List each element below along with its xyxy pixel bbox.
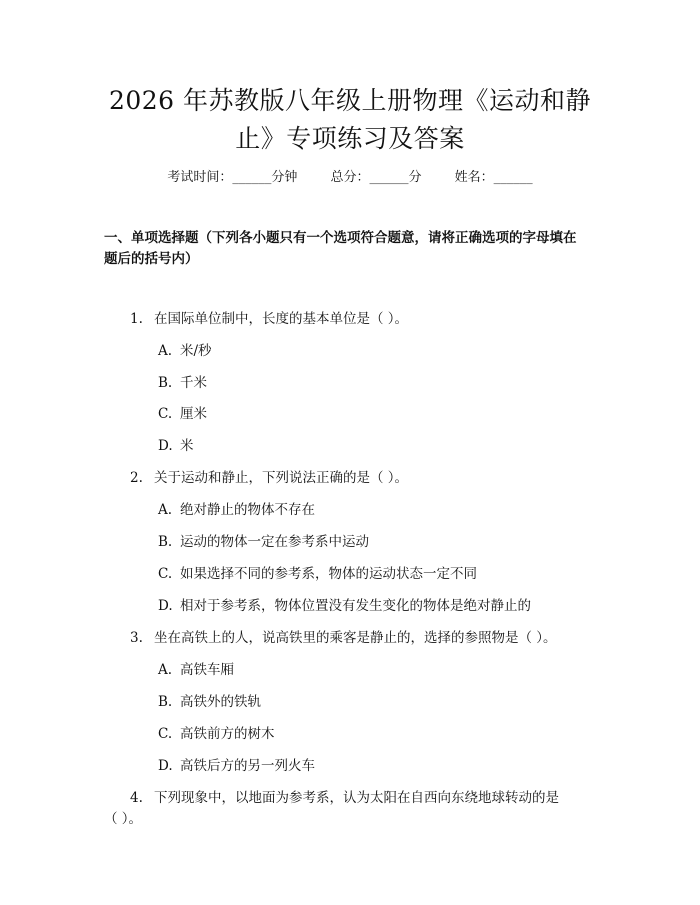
score-blank: ______ [369, 170, 409, 185]
exam-time-unit: 分钟 [271, 170, 298, 185]
score-unit: 分 [408, 170, 422, 185]
page-title [95, 82, 605, 158]
question-number: 4. [130, 790, 143, 806]
option-letter: C. [158, 726, 173, 742]
option-letter: D. [158, 438, 173, 454]
option-text: 高铁外的铁轨 [180, 694, 261, 710]
exam-time-blank: ______ [232, 170, 272, 185]
question-text: 坐在高铁上的人，说高铁里的乘客是静止的，选择的参照物是（ ）。 [154, 630, 557, 646]
title-line-1: 2026 年苏教版八年级上册物理《运动和静 [108, 86, 592, 115]
option-letter: D. [158, 598, 173, 614]
question-1-option-a [158, 341, 212, 362]
question-2-option-c [158, 564, 477, 585]
question-3-option-b [158, 692, 261, 713]
question-1-option-b [158, 373, 207, 394]
question-2 [104, 468, 596, 489]
question-number: 2. [130, 470, 143, 486]
option-letter: D. [158, 758, 173, 774]
section-title-line-1: 一、单项选择题（下列各小题只有一个选项符合题意，请将正确选项的字母填在 [104, 230, 577, 246]
question-text-line-2: （ ）。 [104, 811, 143, 827]
option-text: 米/秒 [180, 343, 212, 359]
option-text: 高铁车厢 [180, 662, 234, 678]
question-text: 在国际单位制中，长度的基本单位是（ ）。 [154, 311, 409, 327]
option-text: 相对于参考系，物体位置没有发生变化的物体是绝对静止的 [180, 598, 531, 614]
exam-meta [0, 168, 700, 188]
name-label: 姓名： [454, 170, 494, 185]
option-letter: B. [158, 694, 173, 710]
option-text: 厘米 [180, 406, 207, 422]
score-label: 总分： [330, 170, 370, 185]
question-3-option-c [158, 724, 275, 745]
exam-time-label: 考试时间： [167, 170, 233, 185]
question-2-option-a [158, 500, 315, 521]
option-text: 高铁后方的另一列火车 [180, 758, 315, 774]
section-heading [104, 228, 599, 270]
question-text: 关于运动和静止，下列说法正确的是（ ）。 [154, 470, 409, 486]
question-2-option-d [158, 596, 531, 617]
option-letter: B. [158, 534, 173, 550]
question-2-option-b [158, 532, 369, 553]
question-3 [104, 628, 596, 649]
question-number: 3. [130, 630, 143, 646]
question-1-option-c [158, 404, 207, 425]
question-text-line-1: 下列现象中，以地面为参考系，认为太阳在自西向东绕地球转动的是 [154, 790, 559, 806]
question-3-option-a [158, 660, 234, 681]
question-1-option-d [158, 436, 194, 457]
option-text: 运动的物体一定在参考系中运动 [180, 534, 369, 550]
question-4 [104, 788, 596, 830]
option-text: 千米 [180, 375, 207, 391]
name-blank: ______ [493, 170, 533, 185]
option-text: 绝对静止的物体不存在 [180, 502, 315, 518]
option-text: 如果选择不同的参考系，物体的运动状态一定不同 [180, 566, 477, 582]
option-letter: B. [158, 375, 173, 391]
option-letter: A. [158, 343, 173, 359]
section-title-line-2: 题后的括号内） [104, 251, 199, 267]
option-letter: A. [158, 502, 173, 518]
option-letter: C. [158, 566, 173, 582]
option-text: 高铁前方的树木 [180, 726, 275, 742]
title-line-2: 止》专项练习及答案 [235, 124, 465, 153]
option-letter: A. [158, 662, 173, 678]
option-text: 米 [180, 438, 194, 454]
option-letter: C. [158, 406, 173, 422]
question-number: 1. [130, 311, 143, 327]
question-1 [104, 309, 596, 330]
question-3-option-d [158, 756, 315, 777]
